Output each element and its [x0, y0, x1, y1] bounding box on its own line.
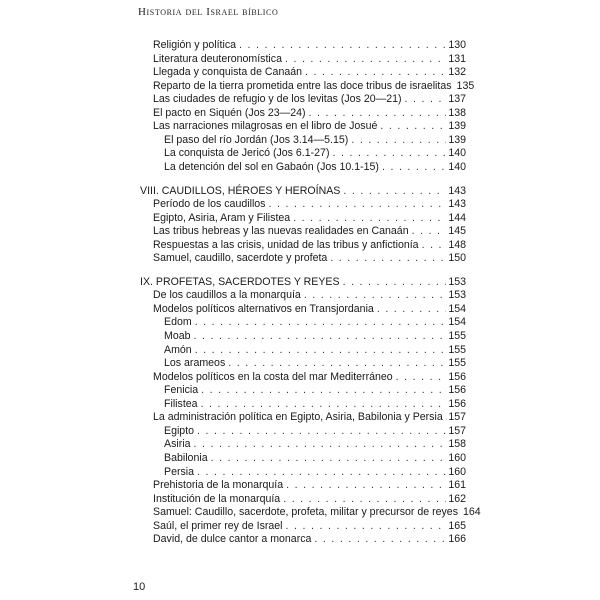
toc-entry-title: Fenicia	[164, 384, 199, 397]
toc-entry-page: 139	[448, 120, 466, 133]
toc-entry-title: La administración política en Egipto, Asiria, Babilonia y Persia	[153, 411, 443, 424]
toc-entry-title: La conquista de Jericó (Jos 6.1-27)	[164, 147, 330, 160]
toc-entry-page: 156	[448, 384, 466, 397]
toc-entry-title: El paso del río Jordán (Jos 3.14—5.15)	[164, 133, 349, 146]
toc-entry-page: 156	[448, 397, 466, 410]
toc-entry-title: Las narraciones milagrosas en el libro de Josué	[153, 120, 378, 133]
toc-entry-title: IX. PROFETAS, SACERDOTES Y REYES	[140, 275, 340, 288]
toc-entry-page: 137	[448, 93, 466, 106]
toc-entry-title: Filistea	[164, 397, 198, 410]
toc-entry-page: 160	[448, 451, 466, 464]
toc-entry-page: 164	[463, 506, 481, 519]
toc-entry	[153, 531, 466, 547]
toc-entry-page: 160	[448, 465, 466, 478]
toc-entry-title: La detención del sol en Gabaón (Jos 10.1-15)	[164, 160, 379, 173]
toc-entry-title: Amón	[164, 343, 192, 356]
toc-entry-title: Saúl, el primer rey de Israel	[153, 519, 283, 532]
toc-entry-page: 158	[448, 438, 466, 451]
toc-entry	[164, 159, 466, 175]
dot-leader	[314, 531, 446, 547]
toc-entry-title: Babilonia	[164, 451, 208, 464]
toc-entry-title: Egipto, Asiria, Aram y Filistea	[153, 211, 291, 224]
toc-entry-title: Reparto de la tierra prometida entre las doce tribus de israelitas	[153, 79, 452, 92]
toc-entry-title: Modelos políticos alternativos en Transjordania	[153, 302, 374, 315]
toc-entry-title: Samuel: Caudillo, sacerdote, profeta, militar y precursor de reyes	[153, 506, 458, 519]
toc-entry-page: 157	[448, 411, 466, 424]
toc-entry-page: 155	[448, 357, 466, 370]
toc-entry-title: Las ciudades de refugio y de los levitas (Jos 20—21)	[153, 93, 402, 106]
toc-entry-title: Modelos políticos en la costa del mar Mediterráneo	[153, 370, 393, 383]
toc-entry-page: 130	[448, 39, 466, 51]
toc-entry-page: 154	[448, 302, 466, 315]
toc-entry-page: 165	[448, 519, 466, 532]
toc-entry-page: 140	[448, 160, 466, 173]
toc-entry-page: 148	[448, 238, 466, 251]
toc-entry-title: David, de dulce cantor a monarca	[153, 533, 312, 546]
toc-entry-title: Egipto	[164, 424, 195, 437]
toc-entry-page: 138	[448, 106, 466, 119]
toc-entry-page: 143	[448, 198, 466, 211]
toc-entry-page: 162	[448, 492, 466, 505]
toc-entry-title: Religión y política	[153, 39, 237, 51]
toc-entry-title: Período de los caudillos	[153, 198, 266, 211]
toc-entry-title: Llegada y conquista de Canaán	[153, 66, 303, 79]
toc-entry-title: El pacto en Siquén (Jos 23—24)	[153, 106, 306, 119]
toc-entry-title: Moab	[164, 330, 191, 342]
toc-entry-page: 154	[448, 316, 466, 329]
running-head: Historia del Israel bíblico	[138, 6, 279, 18]
toc-entry-title: Persia	[164, 465, 195, 478]
toc-entry-page: 157	[448, 424, 466, 437]
toc-entry-page: 155	[448, 330, 466, 342]
toc-entry-title: Asiria	[164, 438, 191, 451]
toc-entry-title: Respuestas a las crisis, unidad de las tribus y anfictionía	[153, 238, 419, 251]
toc-entry-page: 150	[448, 252, 466, 265]
toc-entry-page: 166	[448, 533, 466, 546]
page-number: 10	[133, 581, 146, 593]
toc-entry	[153, 250, 466, 266]
toc-entry-title: Prehistoria de la monarquía	[153, 479, 284, 492]
toc-entry-page: 155	[448, 343, 466, 356]
toc-entry-page: 140	[448, 147, 466, 160]
toc-entry-title: Edom	[164, 316, 192, 329]
toc-entry-page: 156	[448, 370, 466, 383]
toc-entry-page: 132	[448, 66, 466, 79]
toc-entry-page: 161	[448, 479, 466, 492]
toc-entry-title: VIII. CAUDILLOS, HÉROES Y HEROÍNAS	[140, 184, 341, 197]
toc-entry-page: 139	[448, 133, 466, 146]
toc-entry-title: Institución de la monarquía	[153, 492, 281, 505]
toc-entry-title: Las tribus hebreas y las nuevas realidades en Canaán	[153, 225, 409, 238]
dot-leader	[330, 250, 446, 266]
toc-entry-page: 143	[448, 184, 466, 197]
dot-leader	[382, 159, 446, 175]
toc-entry-title: De los caudillos a la monarquía	[153, 289, 301, 302]
toc-entry-page: 135	[456, 79, 475, 92]
toc-entry-page: 145	[448, 225, 466, 238]
toc-entry-title: Los arameos	[164, 357, 226, 370]
toc-entry-page: 153	[448, 275, 466, 288]
toc-entry-title: Literatura deuteronomística	[153, 52, 282, 65]
toc-entry-title: Samuel, caudillo, sacerdote y profeta	[153, 252, 328, 265]
toc-entry-page: 131	[448, 52, 466, 65]
toc-entry-page: 153	[448, 289, 466, 302]
toc-entry-page: 144	[448, 211, 466, 224]
